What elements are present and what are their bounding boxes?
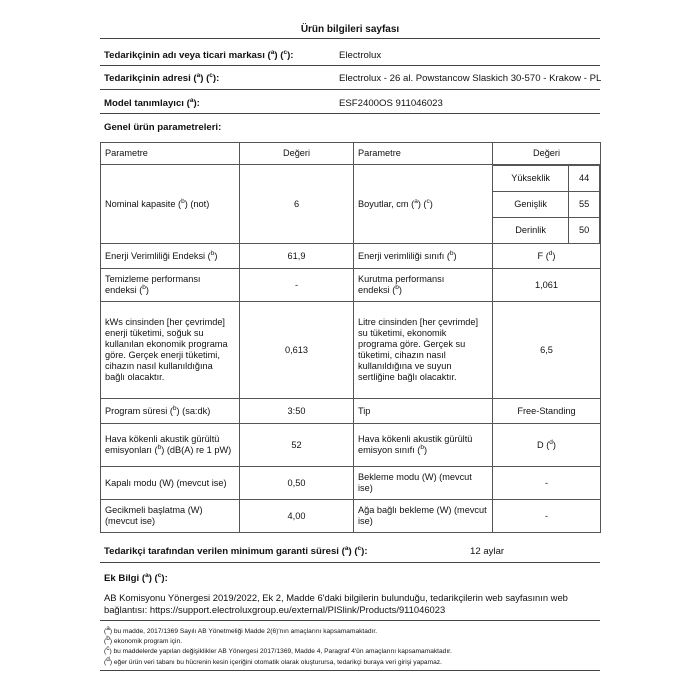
program-duration-label: Program süresi ($^b$) (sa:dk) (101, 399, 240, 424)
standby-mode-label: Bekleme modu (W) (mevcut ise) (354, 467, 493, 500)
footnote: ($^a$) bu madde, 2017/1369 Sayılı AB Yönetmeliği Madde 2(6)'nın amaçlarını kapsamamaktadır. (104, 624, 378, 635)
dimension-row (493, 166, 600, 192)
noise-emission-label: Hava kökenli akustik gürültü emisyonları ($^b$) (dB(A) re 1 pW) (101, 424, 240, 467)
header-parameter: Parametre (354, 143, 493, 165)
eei-value: 61,9 (240, 244, 354, 269)
divider (100, 562, 600, 563)
energy-class-label: Enerji verimliliği sınıfı ($^b$) (354, 244, 493, 269)
energy-consumption-value: 0,613 (240, 302, 354, 399)
delay-start-value: 4,00 (240, 500, 354, 533)
dimension-name: Genişlik (493, 192, 569, 218)
extra-info-text: AB Komisyonu Yönergesi 2019/2022, Ek 2, Madde 6'daki bilgilerin bulunduğu, tedarikçilerin web sayfasının web bağlantısı: https://support.electroluxgroup.eu/external/PISlink/Products/911046023 (104, 592, 568, 615)
type-label: Tip (354, 399, 493, 424)
table-row (101, 467, 601, 500)
divider (100, 38, 600, 39)
page-title: Ürün bilgileri sayfası (300, 24, 400, 35)
nominal-capacity-label: Nominal kapasite ($^b$) (not) (101, 165, 240, 244)
footnote: ($^b$) ekonomik program için. (104, 635, 183, 646)
noise-class-value: D ($^d$) (493, 424, 601, 467)
eei-label: Enerji Verimliliği Endeksi ($^b$) (101, 244, 240, 269)
cleaning-performance-label: Temizleme performansı endeksi ($^b$) (101, 269, 240, 302)
address-value: Electrolux - 26 al. Powstancow Slaskich 30-570 - Krakow - PL (339, 73, 602, 84)
dimensions-table (493, 165, 600, 243)
address-label: Tedarikçinin adresi ($^a$) ($^c$): (104, 71, 220, 84)
off-mode-value: 0,50 (240, 467, 354, 500)
dimension-value: 50 (569, 218, 600, 244)
network-standby-value: - (493, 500, 601, 533)
table-row (101, 500, 601, 533)
footnote: ($^c$) bu maddelerde yapılan değişiklikler AB Yönergesi 2017/1369, Madde 4, Paragraf 4'ün amaçlarını kapsamamaktadır. (104, 645, 452, 656)
parameters-table (100, 142, 601, 533)
model-value: ESF2400OS 911046023 (339, 98, 443, 109)
network-standby-label: Ağa bağlı bekleme (W) (mevcut ise) (354, 500, 493, 533)
drying-performance-label: Kurutma performansı endeksi ($^b$) (354, 269, 493, 302)
footnote: ($^d$) eğer ürün veri tabanı bu hücrenin kesin içeriğini otomatik olarak oluşturursa, tedarikçi buraya veri girişi yapamaz. (104, 655, 442, 666)
energy-consumption-label: kWs cinsinden [her çevrimde] enerji tüketimi, soğuk su kullanılan ekonomik programa göre. Gerçek enerji tüketimi, cihazın nasıl kullanıldığına bağlı olacaktır. (101, 302, 240, 399)
divider (100, 113, 600, 114)
standby-mode-value: - (493, 467, 601, 500)
supplier-label: Tedarikçinin adı veya ticari markası ($^a$) ($^c$): (104, 48, 294, 61)
header-value: Değeri (240, 143, 354, 165)
dimension-row (493, 192, 600, 218)
nominal-capacity-value: 6 (240, 165, 354, 244)
cleaning-performance-value: - (240, 269, 354, 302)
dimensions-label: Boyutlar, cm ($^a$) ($^c$) (354, 165, 493, 244)
dimension-value: 44 (569, 166, 600, 192)
table-row (101, 399, 601, 424)
divider (100, 65, 600, 66)
noise-emission-value: 52 (240, 424, 354, 467)
dimension-row (493, 218, 600, 244)
noise-class-label: Hava kökenli akustik gürültü emisyon sınıfı ($^b$) (354, 424, 493, 467)
energy-class-value: F ($^d$) (493, 244, 601, 269)
extra-info-label: Ek Bilgi ($^a$) ($^c$): (104, 571, 168, 584)
table-row (101, 269, 601, 302)
water-consumption-value: 6,5 (493, 302, 601, 399)
dimension-name: Derinlik (493, 218, 569, 244)
supplier-value: Electrolux (339, 50, 382, 61)
header-value: Değeri (493, 143, 601, 165)
table-row (101, 244, 601, 269)
header-parameter: Parametre (101, 143, 240, 165)
delay-start-label: Gecikmeli başlatma (W) (mevcut ise) (101, 500, 240, 533)
program-duration-value: 3:50 (240, 399, 354, 424)
drying-performance-value: 1,061 (493, 269, 601, 302)
footnotes (104, 624, 604, 668)
model-label: Model tanımlayıcı ($^a$): (104, 96, 200, 109)
divider (100, 670, 600, 671)
dimension-value: 55 (569, 192, 600, 218)
general-params-label: Genel ürün parametreleri: (104, 122, 222, 133)
dimensions-cell (493, 165, 601, 244)
guarantee-label: Tedarikçi tarafından verilen minimum garanti süresi ($^a$) ($^c$): (104, 544, 368, 557)
off-mode-label: Kapalı modu (W) (mevcut ise) (101, 467, 240, 500)
divider (100, 620, 600, 621)
table-header-row (101, 143, 601, 165)
dimension-name: Yükseklik (493, 166, 569, 192)
water-consumption-label: Litre cinsinden [her çevrimde] su tüketimi, ekonomik programa göre. Gerçek su tüketimi, cihazın nasıl kullanıldığına ve suyun sertliğine bağlı olacaktır. (354, 302, 493, 399)
table-row (101, 165, 601, 244)
table-row (101, 302, 601, 399)
divider (100, 89, 600, 90)
table-row (101, 424, 601, 467)
guarantee-value: 12 aylar (470, 546, 505, 557)
type-value: Free-Standing (493, 399, 601, 424)
